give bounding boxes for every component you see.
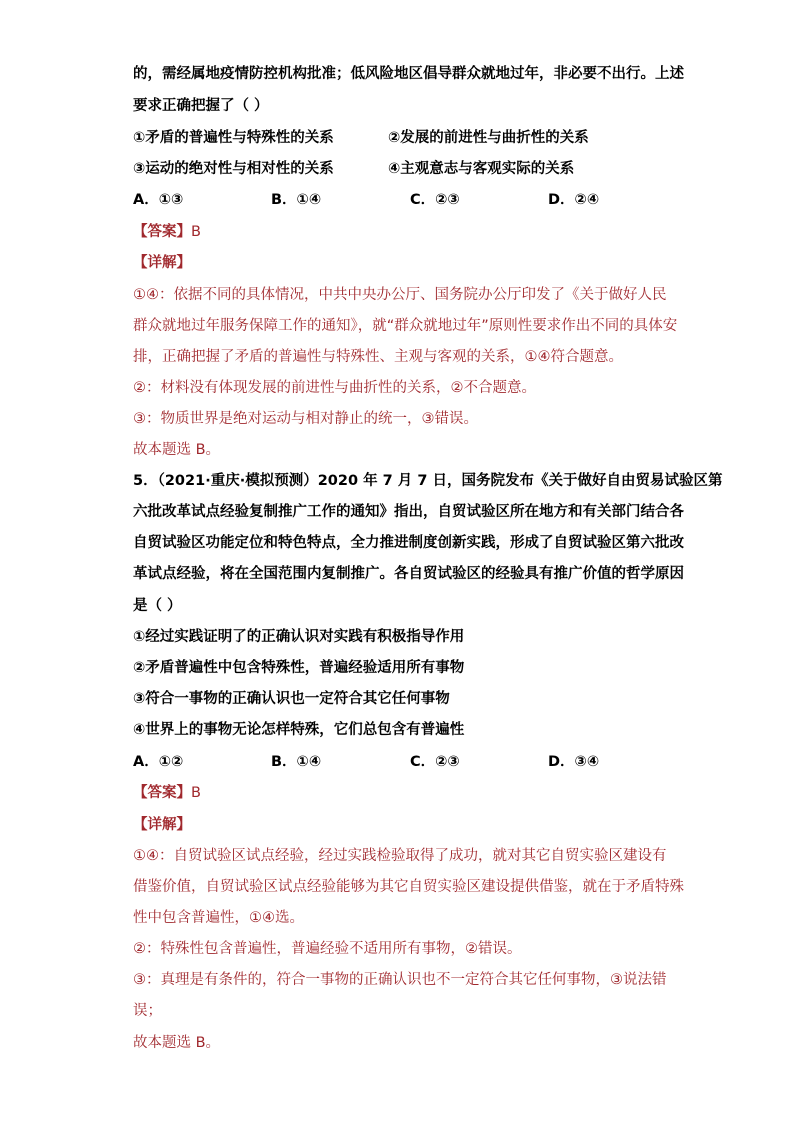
q5-choice-b: B．①④ — [271, 754, 322, 770]
detail-tag: 【详解】 — [133, 255, 191, 271]
detail-tag: 【详解】 — [133, 817, 191, 833]
q5-stem-line-1: 5．（2021·重庆·模拟预测）2020 年 7 月 7 日，国务院发布《关于做好自由贸易试验区第 — [133, 473, 723, 489]
q5-answer — [133, 783, 673, 803]
q4-choice-d: D．②④ — [548, 192, 600, 208]
q4-choice-a: A．①③ — [133, 192, 184, 208]
q4-option-1: ①矛盾的普遍性与特殊性的关系 — [133, 130, 334, 146]
q5-choice-c: C．②③ — [410, 754, 460, 770]
q5-option-1: ①经过实践证明了的正确认识对实践有积极指导作用 — [133, 629, 465, 645]
q5-detail-line-5: ③：真理是有条件的，符合一事物的正确认识也不一定符合其它任何事物，③说法错 — [133, 972, 667, 988]
q4-detail-line-3: 排，正确把握了矛盾的普遍性与特殊性、主观与客观的关系，①④符合题意。 — [133, 349, 623, 365]
q5-detail-line-4: ②：特殊性包含普遍性，普遍经验不适用所有事物，②错误。 — [133, 941, 522, 957]
q4-detail-line-1: ①④：依据不同的具体情况，中共中央办公厅、国务院办公厅印发了《关于做好人民 — [133, 287, 667, 303]
q5-option-4: ④世界上的事物无论怎样特殊，它们总包含有普遍性 — [133, 722, 465, 738]
answer-value: B — [191, 785, 201, 801]
q5-detail-line-3: 性中包含普遍性，①④选。 — [133, 910, 304, 926]
q5-stem-line-2: 六批改革试点经验复制推广工作的通知》指出，自贸试验区所在地方和有关部门结合各 — [133, 504, 684, 520]
answer-tag: 【答案】 — [133, 224, 191, 240]
answer-tag: 【答案】 — [133, 785, 191, 801]
q4-conclusion: 故本题选 B。 — [133, 442, 221, 458]
q4-detail-line-4: ②：材料没有体现发展的前进性与曲折性的关系，②不合题意。 — [133, 380, 536, 396]
q5-detail-line-2: 借鉴价值，自贸试验区试点经验能够为其它自贸实验区建设提供借鉴，就在于矛盾特殊 — [133, 879, 684, 895]
q4-option-3: ③运动的绝对性与相对性的关系 — [133, 161, 334, 177]
q5-stem-line-3: 自贸试验区功能定位和特色特点，全力推进制度创新实践，形成了自贸试验区第六批改 — [133, 535, 684, 551]
q5-conclusion: 故本题选 B。 — [133, 1035, 221, 1051]
q5-stem-line-4: 革试点经验，将在全国范围内复制推广。各自贸试验区的经验具有推广价值的哲学原因 — [133, 566, 684, 582]
q5-detail-line-1: ①④：自贸试验区试点经验，经过实践检验取得了成功，就对其它自贸实验区建设有 — [133, 848, 667, 864]
q4-choice-b: B．①④ — [271, 192, 322, 208]
q4-stem-line-1: 的，需经属地疫情防控机构批准；低风险地区倡导群众就地过年，非必要不出行。上述 — [133, 66, 684, 82]
q4-detail-line-5: ③：物质世界是绝对运动与相对静止的统一，③错误。 — [133, 411, 478, 427]
q4-choice-c: C．②③ — [410, 192, 460, 208]
q5-choice-d: D．③④ — [548, 754, 600, 770]
q5-detail-heading — [133, 815, 673, 835]
q5-choice-a: A．①② — [133, 754, 184, 770]
q4-option-2: ②发展的前进性与曲折性的关系 — [388, 130, 589, 146]
q4-stem-line-2: 要求正确把握了（ ） — [133, 98, 269, 114]
q5-stem-line-5: 是（ ） — [133, 598, 182, 614]
q5-option-3: ③符合一事物的正确认识也一定符合其它任何事物 — [133, 691, 450, 707]
q4-detail-heading — [133, 253, 673, 273]
answer-value: B — [191, 224, 201, 240]
q5-option-2: ②矛盾普遍性中包含特殊性，普遍经验适用所有事物 — [133, 660, 465, 676]
q4-detail-line-2: 群众就地过年服务保障工作的通知》，就“群众就地过年”原则性要求作出不同的具体安 — [133, 318, 678, 334]
q4-answer — [133, 222, 673, 242]
q5-detail-line-6: 误； — [133, 1003, 162, 1019]
q4-option-4: ④主观意志与客观实际的关系 — [388, 161, 575, 177]
